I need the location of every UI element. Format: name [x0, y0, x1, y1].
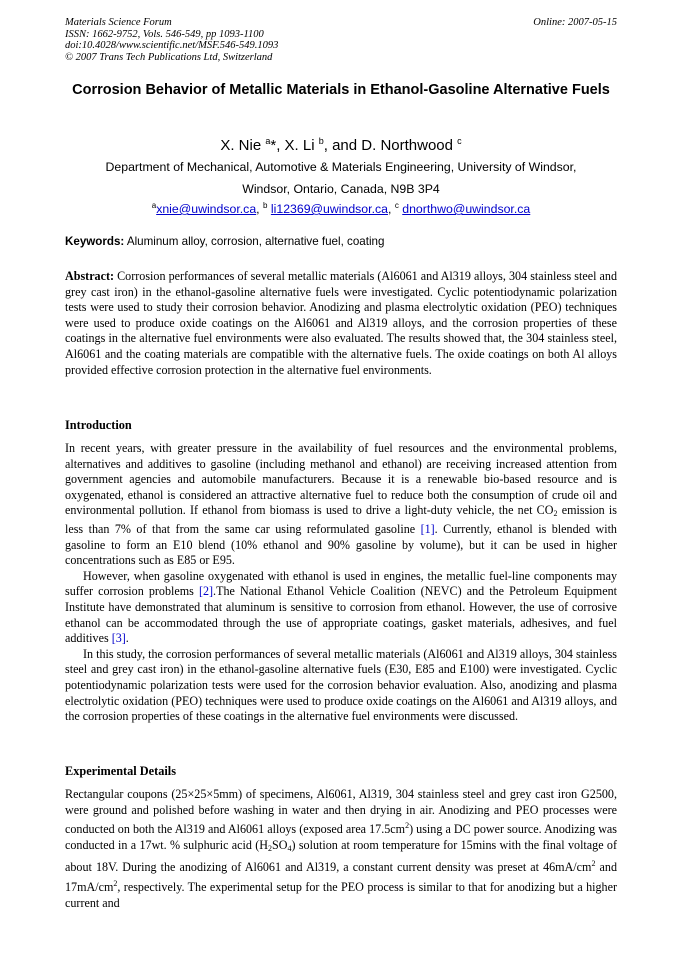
text-run: ) using a DC power source. Anodizing was conducted in a 17wt. % sulphuric acid (H: [65, 822, 618, 852]
abstract-label: Abstract:: [65, 269, 115, 283]
email-link[interactable]: li12369@uwindsor.ca: [270, 202, 388, 216]
author-affil-mark: b: [318, 136, 324, 146]
superscript: 2: [405, 821, 410, 831]
email-mark: c: [394, 201, 399, 210]
corresponding-mark: *,: [270, 137, 285, 154]
text-run: In recent years, with greater pressure in the availability of fuel resources and the environmental problems, alternatives and additives to gasoline (including methanol and ethanol) are receiving increased attention from government agencies and automobile manufacturers. Because it is a renewable bio-based resource and is oxygenated, ethanol is considered an attractive alternative fuel to reduce both the consumption of crude oil and environmental pollution. If ethanol from biomass is used to drive a light-duty vehicle, the net CO: [65, 441, 617, 518]
text-run: However, when gasoline oxygenated with ethanol is used in engines, the metallic fuel-line components may suffer corrosion problems: [65, 568, 617, 599]
author-name: X. Nie: [220, 137, 262, 154]
journal-name: Materials Science Forum: [65, 17, 172, 28]
author-affil-mark: c: [457, 136, 462, 146]
abstract: [65, 269, 617, 378]
paragraph: In this study, the corrosion performances of several metallic materials (Al6061 and Al319 alloys, 304 stainless steel and grey cast iron) in the ethanol-gasoline alternative fuels (E30, E85 and E100) were investigated. Cyclic potentiodynamic polarization tests were used for the corrosion behavior evaluation. Also, anodizing and plasma electrolytic oxidation (PEO) techniques were used to produce oxide coatings on the Al6061 and Al319 alloys, and the corrosion properties of these coatings in the alternative fuel environments were discussed.: [65, 646, 617, 724]
text-run: . Currently, ethanol is blended with gasoline to form an E10 blend (10% ethanol and 90% gasoline by volume), but it can be used in higher concentrations such as E85 or E95.: [65, 521, 617, 568]
text-run: .The National Ethanol Vehicle Coalition (NEVC) and the Petroleum Equipment Institute have demonstrated that aluminum is sensitive to corrosion from ethanol. However, the use of corrosive ethanol can be accommodated through the use of appropriate coatings, gasket materials, adhesives, and fuel additives: [65, 584, 617, 646]
experimental-body: [65, 787, 617, 911]
author-separator: , and: [323, 137, 362, 154]
affiliation: [65, 157, 617, 200]
paper-title: Corrosion Behavior of Metallic Materials in Ethanol-Gasoline Alternative Fuels: [72, 82, 610, 98]
superscript: 2: [113, 878, 118, 888]
email-mark: b: [263, 201, 268, 210]
keywords-text: Aluminum alloy, corrosion, alternative fuel, coating: [124, 235, 385, 248]
copyright-line: © 2007 Trans Tech Publications Ltd, Switzerland: [65, 51, 273, 63]
text-run: and 17mA/cm: [65, 860, 617, 894]
text-run: SO: [272, 837, 288, 852]
subscript: 4: [287, 843, 292, 853]
email-link[interactable]: xnie@uwindsor.ca: [156, 202, 257, 216]
superscript: 2: [591, 859, 596, 869]
section-heading-introduction: Introduction: [65, 418, 132, 432]
subscript: 2: [553, 509, 558, 519]
text-run: .: [125, 631, 129, 646]
doi-line: doi:10.4028/www.scientific.net/MSF.546-549.1093: [65, 40, 279, 51]
author-name: X. Li: [284, 137, 315, 154]
text-run: Rectangular coupons (25×25×5mm) of specimens, Al6061, Al319, 304 stainless steel and grey cast iron G2500, were ground and polished before washing in water and then drying in air. Anodizing and PEO processes were conducted on both the Al319 and Al6061 alloys (exposed area 17.5cm: [65, 787, 617, 837]
citation-link[interactable]: [2]: [198, 584, 214, 599]
paragraph: [65, 441, 617, 569]
affiliation-line: Department of Mechanical, Automotive & Materials Engineering, University of Windsor,: [105, 160, 577, 174]
keywords-label: Keywords:: [65, 235, 125, 248]
paragraph: [65, 787, 617, 911]
issn-line: ISSN: 1662-9752, Vols. 546-549, pp 1093-1100: [65, 28, 264, 40]
abstract-text: Corrosion performances of several metallic materials (Al6061 and Al319 alloys, 304 stainless steel and grey cast iron) in the ethanol-gasoline alternative fuels were investigated. Cyclic potentiodynamic polarization tests were used to study their corrosion behavior. Anodizing and plasma electrolytic oxidation (PEO) techniques were used to produce oxide coatings on the Al6061 and Al319 alloys, and the corrosion properties of these coatings in the alternative fuel environments were also evaluated. The results showed that, the 304 stainless steel, Al6061 and the coating materials are compatible with the alternative fuels. The oxide coatings on both Al alloys provided effective corrosion protection in the alternative fuel environments.: [65, 269, 617, 377]
author-list: [65, 131, 617, 156]
journal-header: [65, 17, 617, 63]
citation-link[interactable]: [3]: [111, 631, 126, 646]
author-name: D. Northwood: [361, 137, 453, 154]
text-run: ) solution at room temperature for 15mins with the final voltage of about 18V. During the anodizing of Al6061 and Al319, a constant current density was preset at 46mA/cm: [65, 837, 617, 875]
online-date: Online: 2007-05-15: [533, 17, 617, 28]
keywords: [65, 234, 617, 249]
citation-link[interactable]: [1]: [420, 521, 435, 536]
email-mark: a: [151, 201, 157, 210]
text-run: emission is less than 7% of that from the same car using reformulated gasoline: [65, 503, 617, 536]
subscript: 2: [268, 843, 273, 853]
affiliation-line: Windsor, Ontario, Canada, N9B 3P4: [242, 181, 440, 196]
text-run: , respectively. The experimental setup for the PEO process is similar to that for anodizing but a higher current and: [65, 879, 617, 910]
section-heading-experimental: Experimental Details: [65, 764, 176, 778]
email-list: $^a$xnie@uwindsor.ca, $^b$ li12369@uwindsor.ca, $^c$ dnorthwo@uwindsor.ca: [151, 201, 531, 216]
paragraph: [65, 569, 617, 647]
email-link[interactable]: dnorthwo@uwindsor.ca: [402, 202, 531, 216]
introduction-body: [65, 441, 617, 725]
author-affil-mark: a: [265, 136, 271, 146]
